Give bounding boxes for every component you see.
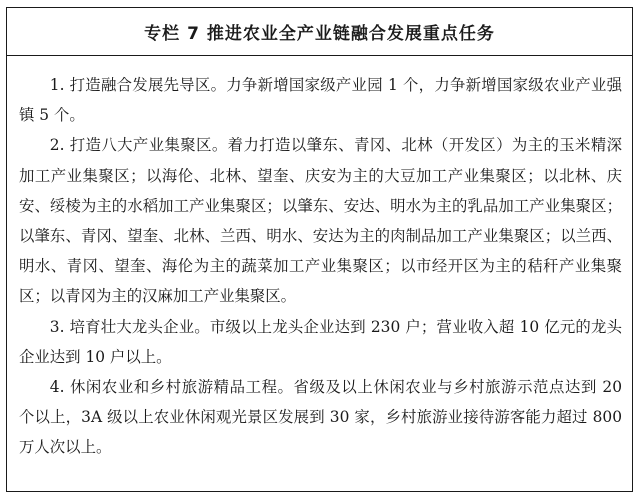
task-paragraph-2: 2. 打造八大产业集聚区。着力打造以肇东、青冈、北林（开发区）为主的玉米精深加工产业集聚区；以海伦、北林、望奎、庆安为主的大豆加工产业集聚区；以北林、庆安、绥棱为主的水稻加工产业集聚区；以肇东、安达、明水为主的乳品加工产业集聚区；以肇东、青冈、望奎、北林、兰西、明水、安达为主的肉制品加工产业集聚区；以兰西、明水、青冈、望奎、海伦为主的蔬菜加工产业集聚区；以市经开区为主的秸秆产业集聚区；以青冈为主的汉麻加工产业集聚区。 (19, 136, 622, 306)
task-paragraph-4: 4. 休闲农业和乡村旅游精品工程。省级及以上休闲农业与乡村旅游示范点达到 20 个以上，3A 级以上农业休闲观光景区发展到 30 家，乡村旅游业接待游客能力超过 800 万人次以上。 (19, 378, 622, 457)
task-paragraph-3: 3. 培育壮大龙头企业。市级以上龙头企业达到 230 户；营业收入超 10 亿元的龙头企业达到 10 户以上。 (19, 317, 622, 366)
task-paragraph-1: 1. 打造融合发展先导区。力争新增国家级产业园 1 个，力争新增国家级农业产业强镇 5 个。 (19, 76, 622, 125)
column-title: 专栏 7 推进农业全产业链融合发展重点任务 (7, 8, 632, 56)
column-body (7, 56, 632, 463)
column-box (6, 7, 633, 492)
